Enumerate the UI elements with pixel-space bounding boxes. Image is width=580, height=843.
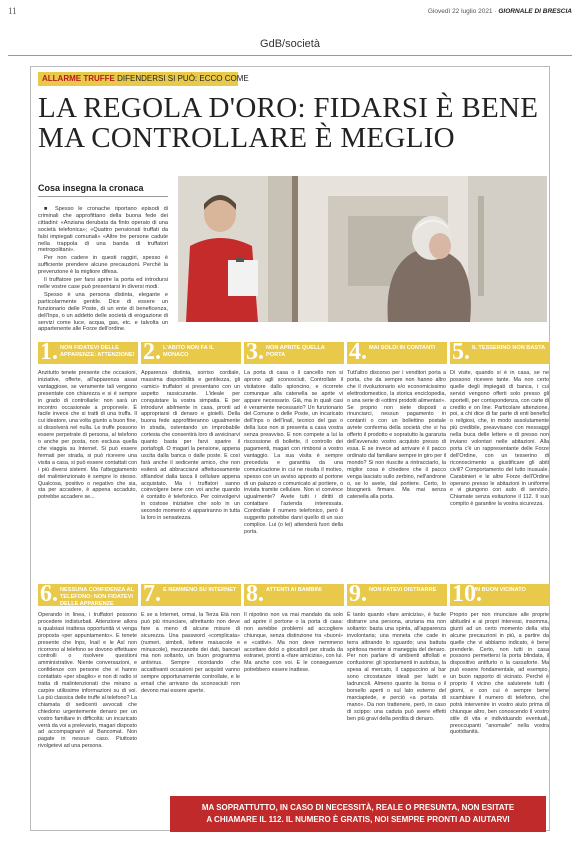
headline-line-1: LA REGOLA D'ORO: FIDARSI È BENE [38, 92, 539, 124]
tip-title: MAI SOLDI IN CONTANTI [369, 345, 436, 351]
tip-number: 6. [40, 581, 58, 607]
intro-paragraph: Spesso è una persona distinta, elegante e particolarmente gentile. Dice di essere un funzionario delle Poste, di un ente di beneficenza, dell'Inps, o un addetto delle società di erogazione di servizi come luce, acqua, gas, etc. e talvolta un appartenente alle Forze dell'ordine. [38, 291, 168, 333]
page-number: 11 [8, 6, 17, 16]
intro-text [38, 206, 168, 334]
tip-body: È tanto quanto «fare amicizia», è facile distrarre una persona, anziana ma non soltanto: basta una spinta, all'apparenza involontaria; una moneta che cade in terra attirando lo sguardo; una battuta spiritosa mentre si maneggia del denaro. Per non parlare di ambienti affollati e confusione: gli spostamenti in autobus, la spesa al mercato, il cappuccino al bar sono circostanze ideali per ladri e ladruncoli. Almeno quanto la borsa o il borsello aperti o sul lato esterno del marciapiede, e perciò «a portata di mano». Da non trattenere, però, in caso di scippo: una caduta può avere effetti ben più gravi della perdita di denaro. [347, 612, 446, 722]
tip-body: Tutt'altro discorso per i venditori porta a porta, che da sempre non hanno altro che il rivoluzionario e/o economicissimo elettrodomestico, la storica enciclopedia, o una serie di «ottimi prodotti alimentari». Se proprio non siete disposti a rinunciarci, nessun pagamento in contanti o con un bollettino postale avrete conferma della società che vi ha offerto il prodotto e sopratutto la garanzia dell'avvenuto vostro acquisto presso di essa. E se invece ad arrivare è il pacco ordinato dal familiare sempre in giro per il mondo? Si non riuscite a rintracciarlo, la miglior cosa è chiedere che il pacco venga lasciato sullo zerbino, nell'androne o, se lo avete, dal portiere. Certo, lo bisognerà firmare. Ma mai senza catenella alla porta. [347, 370, 446, 501]
tip-band [347, 581, 447, 607]
tip-body: Operando in linea, i truffatori possono procedere indisturbati. Attenzione allora a qualsiasi inattesa opportunità vi venga proposta «per appuntamento». E tenete presente che Inps, Inail e le Asl non ricorrono al telefono se dovono effettuare controlli o risolvere questioni amministrative. Niente conversazioni, e confidenze con persone che vi hanno contattato «per sbaglio» e non di radio si tratta di malintenzionati che mirano a carpire utilissime informazioni su di voi. La più classica delle truffe al telefono? La chiamata di sedicenti avvocati che chiedono urgentemente denaro per un vostro familiare in difficoltà: un incaricato verrà da voi a prelevarlo, magari disposto ad accompagnarvi al Bancomat. Non pagate in nessun caso. Piuttosto rivolgetevi ad una persona. [38, 612, 137, 750]
banner-line-1: MA SOPRATTUTTO, IN CASO DI NECESSITÀ, REALE O PRESUNTA, NON ESITATE [201, 803, 515, 812]
tip-title: NESSUNA CONFIDENZA AL TELEFONO: NON FIDATEVI DELLE APPARENZE [60, 587, 134, 607]
tip-8 [244, 581, 344, 674]
tip-title: NON FIDATEVI DELLE APPARENZE: ATTENZIONE! [60, 345, 135, 358]
tip-body: Il nipotino non va mai mandato da solo ad aprire il portone o la porta di casa: non avrebbe problemi ad accogliere chiunque, senza distinzione tra «buoni» e «cattivi». Ma non deve nemmeno accettare dolci o giocattoli per strada da estranei, pronti a «fare amicizia», con lui. Ma anche con voi. E le conseguenze potrebbero essere inattese. [244, 612, 343, 674]
tip-1 [38, 339, 138, 501]
tip-title: NON FATEVI DISTRARRE [369, 587, 437, 593]
tip-band [141, 339, 241, 365]
tip-band [38, 581, 138, 607]
tip-band [450, 581, 550, 607]
tip-3 [244, 339, 344, 536]
intro-divider [38, 196, 168, 197]
tip-title: NON APRITE QUELLA PORTA [266, 345, 325, 358]
tip-number: 2. [143, 339, 161, 365]
tip-number: 9. [349, 581, 367, 607]
tip-band [141, 581, 241, 607]
kicker [38, 72, 249, 86]
tip-band [38, 339, 138, 365]
tip-number: 10. [452, 581, 482, 607]
section-divider [8, 55, 572, 56]
tip-title: E NEMMENO SU INTERNET [163, 587, 237, 593]
tip-title: ATTENTI AI BAMBINI [266, 587, 322, 593]
tip-title: UN BUON VICINATO [472, 587, 526, 593]
intro-title: Cosa insegna la cronaca [38, 183, 144, 193]
page-header [8, 6, 572, 18]
tip-title: IL TESSERINO NON BASTA [472, 345, 546, 351]
tip-9 [347, 581, 447, 723]
tip-body: La porta di casa o il cancello non si aprono agli sconosciuti. Controllate il visitatore dallo spioncino, e ricorrete comunque alla catenella se aprite vi appare necessario. Già, ma in quali casi è veramente necessario? Un funzionario del Comune o delle Poste, un incaricato dell'Inps o dell'Inail, tecnico del gas o della luce non si presenta a casa vostra senza preavviso. E non compete a lui la riscossione di bollette, il controllo dei pagamenti, magari con rimborsi a vostro vantaggio. La sua visita è sempre preceduta e garantita da una comunicazione in cui ne risulta il motivo, spesso con un avviso apposto al portone di un palazzo o comunicato al portiere, o inviata tramite cellulare. Non vi convince ugualmente? Avete tutti i diritti di contattare l'azienda interessata. Controllate il numero telefonico, però il suggerito potrebbe darvi quello di un suo complice. Lui (o lei) attenderà fuori della porta. [244, 370, 343, 535]
headline [38, 93, 548, 153]
tip-number: 4. [349, 339, 367, 365]
tip-2 [141, 339, 241, 522]
tip-body: E se a Internet, ormai, la Terza Età non può più rinunciare, altrettanto non deve fare a meno di alcune misure di sicurezza. Una password «complicata» (numeri, simboli, lettere maiuscole e minuscole), mezzanotte dei dati, bancari ma non soltanto, un buon programma antivirus. Sempre ricordando che accattivanti occasioni per acquisti vanno sempre opportunamente controllate, e le email che arrivano da sconosciuti non devono mai essere aperte. [141, 612, 240, 694]
emergency-banner [170, 796, 546, 832]
tip-4 [347, 339, 447, 501]
tip-title: L'ABITO NON FA IL MONACO [163, 345, 214, 358]
tip-5 [450, 339, 550, 508]
article-photo [178, 176, 547, 322]
tip-body: Di visite, quando si è in casa, se ne possono ricevere tante. Ma non certo quelle degli impiegati di banca, i cui servizi vengono offerti solo presso gli sportelli, per corrispondenza, con carte di credito e on line. Particolare attenzione, poi, a chi dice di far parte di enti benefici o religiosi, che, in modo assolutamente più credibile, preavvisano con messaggi nella buca delle lettere e di presso non inviano volontari nelle abitazioni. Alla porta c'è un rappresentante delle Forze dell'Ordine, con un tesserino di riconoscimento a giustificare gli abiti civili? Comportamento del tutto inusuale. Carabinieri e le altre Forze dell'Ordine operano presso le abitazioni in uniforme e vi giungono con auto di servizio. Chiamate senza esitazione il 112. Il suo compito è garantire la vostra sicurezza. [450, 370, 549, 508]
tip-10 [450, 581, 550, 736]
tip-band [347, 339, 447, 365]
header-date: Giovedì 22 luglio 2021 [427, 8, 493, 15]
tip-number: 8. [246, 581, 264, 607]
intro-paragraph: Il truffatore per farsi aprire la porta ed introdursi nelle vostre case può presentarsi in diversi modi. [38, 277, 168, 290]
section-title: GdB/società [260, 38, 320, 50]
tip-body: Anzitutto tenete presente che occasioni, iniziative, offerte, all'apparenza assai vantaggiose, se veramente tali vengono presentate con chiarezza e si è sempre in grado di controllarle: non sarà un incontro occasionale a proporvele. È facile invece che si tratti di una truffa. Il cui ideatore, una volta giunto a buon fine, si dissolverà nel nulla. Le truffe possono essere perpetrate di persona, al telefono o anche per posta, non esclusa quella che viaggia su Internet. Si può essere fermati per strada, si può ricevere una visita a casa, si può essere contattati con i più diversi sistemi. Ma l'atteggiamento del malintenzionato è sempre lo stesso. Qualcosa, positivo o negativo che sia, sta per accadere, è appena accaduto, potrebbe accadere se... [38, 370, 137, 501]
kicker-tag: ALLARME TRUFFE [42, 74, 115, 83]
tip-6 [38, 581, 138, 750]
header-date-line: Giovedì 22 luglio 2021 · GIORNALE DI BRESCIA [427, 8, 572, 15]
photo-illustration [178, 176, 547, 322]
kicker-text: DIFENDERSI SI PUÒ: ECCO COME [117, 74, 249, 83]
tip-band [244, 339, 344, 365]
tip-body: Proprio per non rinunciare alle proprie abitudini e ai propri interessi, insomma, giunti ad un certo momento della vita alcune precauzioni in più, a partire da quelle che vi abbiamo indicato, è bene prenderle. Certo, non tutti in casa possono permettersi la porta blindata, il dispositivo antifurto o la cassaforte. Ma può essere fondamentale, ad esempio, un buon rapporto di vicinato. Perché è proprio il vicino che saluterete tutti i giorni, e con cui è sempre bene scambiare il numero di telefono, che potrà intervenire in vostro aiuto prima di chiunque altro, ben conoscendo il vostro stile di vita e individuando eventuali, preoccupanti "anomalie" nella vostra quotidianità. [450, 612, 549, 736]
tip-number: 5. [452, 339, 470, 365]
publication-name: GIORNALE DI BRESCIA [498, 8, 572, 15]
banner-line-2: A CHIAMARE IL 112. IL NUMERO È GRATIS, NOI SEMPRE PRONTI AD AIUTARVI [206, 815, 510, 824]
intro-paragraph: ■ Spesso le cronache riportano episodi di criminali che approfittano della buona fede dei cittadini: «Anziana derubata da finto operaio di una società telefonica»; «Quattro pensionati truffati da falsi impiegati comunali» «Altre tre persone cadute nella trappola di una banda di truffatori metropolitani». [38, 206, 168, 254]
headline-line-2: MA CONTROLLARE È MEGLIO [38, 122, 455, 154]
tip-band [450, 339, 550, 365]
tip-band [244, 581, 344, 607]
tip-number: 7. [143, 581, 161, 607]
intro-paragraph: Per non cadere in questi raggiri, spesso è sufficiente prendere alcune precauzioni. Perché la prevenzione è la migliore difesa. [38, 255, 168, 276]
tip-body: Apparenza distinta, sorriso cordiale, massima disponibilità e gentilezza, gli «amici» truffatori si presentano con un aspetto rassicurante. L'ideale per conquistare la vostra simpatia. E per introdurvi abilmente in casa, pronti ad appropriarsi di denaro e gioielli. Della buona fede approfitteranno ugualmente in strada, ostentando un improbabile cortesia che consentirà loro di avvicinarvi quanto basta per farvi sparire il portafogli. O magari la pensione, appena uscita dalla banca o dalle poste. E così farà anche il sedicente amico, che non esiterà ad abbracciarvi affettuosamente sfilandovi dalla tasca il cellulare appena acquistato. Ma i truffatori sanno coinvolgere bene con voi anche quando è contatto è telefonico. Per coinvolgervi in costose iniziative che solo in un secondo momento vi appariranno in tutta la loro in sensatezza. [141, 370, 240, 522]
tip-number: 1. [40, 339, 58, 365]
tip-7 [141, 581, 241, 695]
tip-number: 3. [246, 339, 264, 365]
